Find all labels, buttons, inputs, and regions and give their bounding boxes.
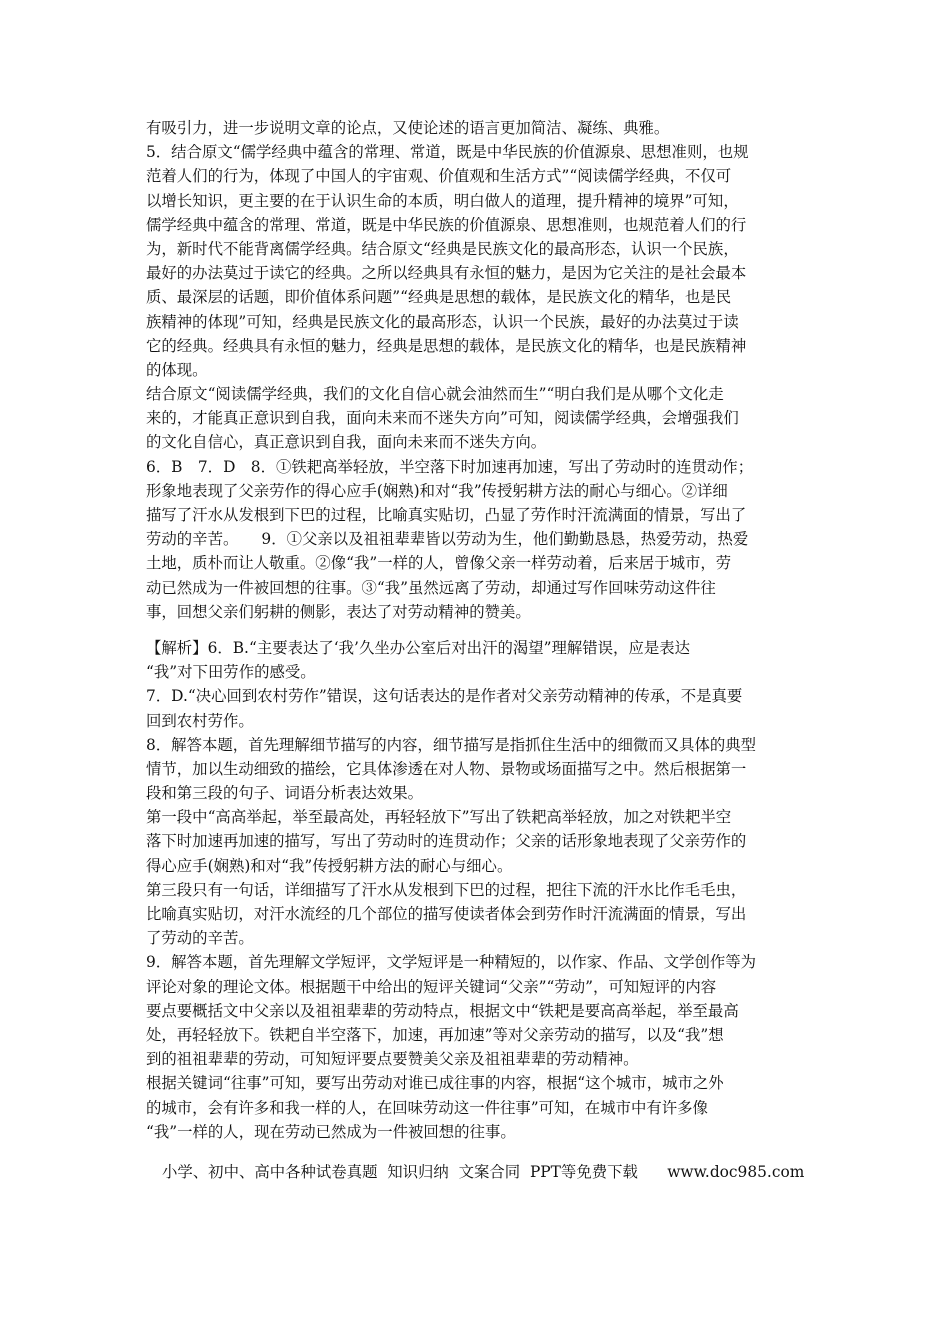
text-line: 范着人们的行为，体现了中国人的宇宙观、价值观和生活方式”“阅读儒学经典，不仅可 [146,167,732,186]
text-line: 9．解答本题，首先理解文学短评，文学短评是一种精短的，以作家、作品、文学创作等为 [146,953,757,972]
text-line: 处，再轻轻放下。铁耙自半空落下，加速，再加速”等对父亲劳动的描写，以及“我”想 [146,1025,724,1044]
text-line: 了劳动的辛苦。 [146,929,254,948]
text-line: 的城市，会有许多和我一样的人，在回味劳动这一件往事”可知，在城市中有许多像 [146,1098,708,1117]
text-line: 7．D.“决心回到农村劳作”错误，这句话表达的是作者对父亲劳动精神的传承，不是真要 [146,687,743,706]
text-line: “我”对下田劳作的感受。 [146,663,316,682]
text-line: 以增长知识，更主要的在于认识生命的本质，明白做人的道理，提升精神的境界”可知， [146,191,739,210]
text-line: 8．解答本题，首先理解细节描写的内容，细节描写是指抓住生活中的细微而又具体的典型 [146,735,757,754]
text-line: 儒学经典中蕴含的常理、常道，既是中华民族的价值源泉、思想准则，也规范着人们的行 [146,215,747,234]
analysis-section [146,636,810,1144]
section-gap [146,624,810,636]
text-line: 来的，才能真正意识到自我，面向未来而不迷失方向”可知，阅读儒学经典，会增强我们 [146,409,739,428]
text-line: 【解析】6．B.“主要表达了‘我’久坐办公室后对出汗的渴望”理解错误，应是表达 [146,638,691,657]
text-line: 的文化自信心，真正意识到自我，面向未来而不迷失方向。 [146,433,547,452]
text-line: 回到农村劳作。 [146,711,254,730]
text-line: 要点要概括文中父亲以及祖祖辈辈的劳动特点，根据文中“铁耙是要高高举起，举至最高 [146,1001,739,1020]
text-line: 根据关键词“往事”可知，要写出劳动对谁已成往事的内容，根据“这个城市，城市之外 [146,1074,724,1093]
text-line: 情节，加以生动细致的描绘，它具体渗透在对人物、景物或场面描写之中。然后根据第一 [146,759,747,778]
text-line: “我”一样的人，现在劳动已然成为一件被回想的往事。 [146,1122,516,1141]
text-line: 6．B 7．D 8．①铁耙高举轻放，半空落下时加速再加速，写出了劳动时的连贯动作； [146,457,754,476]
text-line: 到的祖祖辈辈的劳动，可知短评要点要赞美父亲及祖祖辈辈的劳动精神。 [146,1050,639,1069]
text-line: 5．结合原文“儒学经典中蕴含的常理、常道，既是中华民族的价值源泉、思想准则，也规 [146,143,749,162]
text-line: 第三段只有一句话，详细描写了汗水从发根到下巴的过程，把往下流的汗水比作毛毛虫， [146,880,747,899]
text-line: 动已然成为一件被回想的往事。③“我”虽然远离了劳动，却通过写作回味劳动这件往 [146,578,716,597]
text-line: 它的经典。经典具有永恒的魅力，经典是思想的载体，是民族文化的精华，也是民族精神 [146,336,747,355]
text-line: 形象地表现了父亲劳作的得心应手(娴熟)和对“我”传授躬耕方法的耐心与细心。②详细 [146,481,728,500]
text-line: 比喻真实贴切，对汗水流经的几个部位的描写使读者体会到劳作时汗流满面的情景，写出 [146,905,747,923]
text-line: 段和第三段的句子、词语分析表达效果。 [146,784,424,803]
text-line: 结合原文“阅读儒学经典，我们的文化自信心就会油然而生”“明白我们是从哪个文化走 [146,385,724,404]
body-text [146,116,810,1144]
text-line: 土地，质朴而让人敬重。②像“我”一样的人，曾像父亲一样劳动着，后来居于城市，劳 [146,554,732,573]
text-line: 的体现。 [146,360,208,379]
text-line: 质、最深层的话题，即价值体系问题”“经典是思想的载体，是民族文化的精华，也是民 [146,288,732,307]
text-line: 评论对象的理论文体。根据题干中给出的短评关键词“父亲”“劳动”，可知短评的内容 [146,977,717,996]
page-footer: 小学、初中、高中各种试卷真题 知识归纳 文案合同 PPT等免费下载 www.doc985.com [162,1163,805,1181]
text-line: 为，新时代不能背离儒学经典。结合原文“经典是民族文化的最高形态，认识一个民族， [146,239,739,258]
text-line: 描写了汗水从发根到下巴的过程，比喻真实贴切，凸显了劳作时汗流满面的情景，写出了 [146,506,747,524]
text-line: 劳动的辛苦。 9．①父亲以及祖祖辈辈皆以劳动为生，他们勤勤恳恳，热爱劳动，热爱 [146,530,749,549]
text-line: 族精神的体现”可知，经典是民族文化的最高形态，认识一个民族，最好的办法莫过于读 [146,312,739,331]
text-line: 落下时加速再加速的描写，写出了劳动时的连贯动作；父亲的话形象地表现了父亲劳作的 [146,832,747,851]
text-line: 第一段中“高高举起，举至最高处，再轻轻放下”写出了铁耙高举轻放，加之对铁耙半空 [146,808,732,827]
text-line: 有吸引力，进一步说明文章的论点，又使论述的语言更加简洁、凝练、典雅。 [146,119,670,137]
answer-section [146,116,810,624]
text-line: 最好的办法莫过于读它的经典。之所以经典具有永恒的魅力，是因为它关注的是社会最本 [146,264,747,283]
text-line: 得心应手(娴熟)和对“我”传授躬耕方法的耐心与细心。 [146,856,513,875]
text-line: 事，回想父亲们躬耕的侧影，表达了对劳动精神的赞美。 [146,602,531,621]
